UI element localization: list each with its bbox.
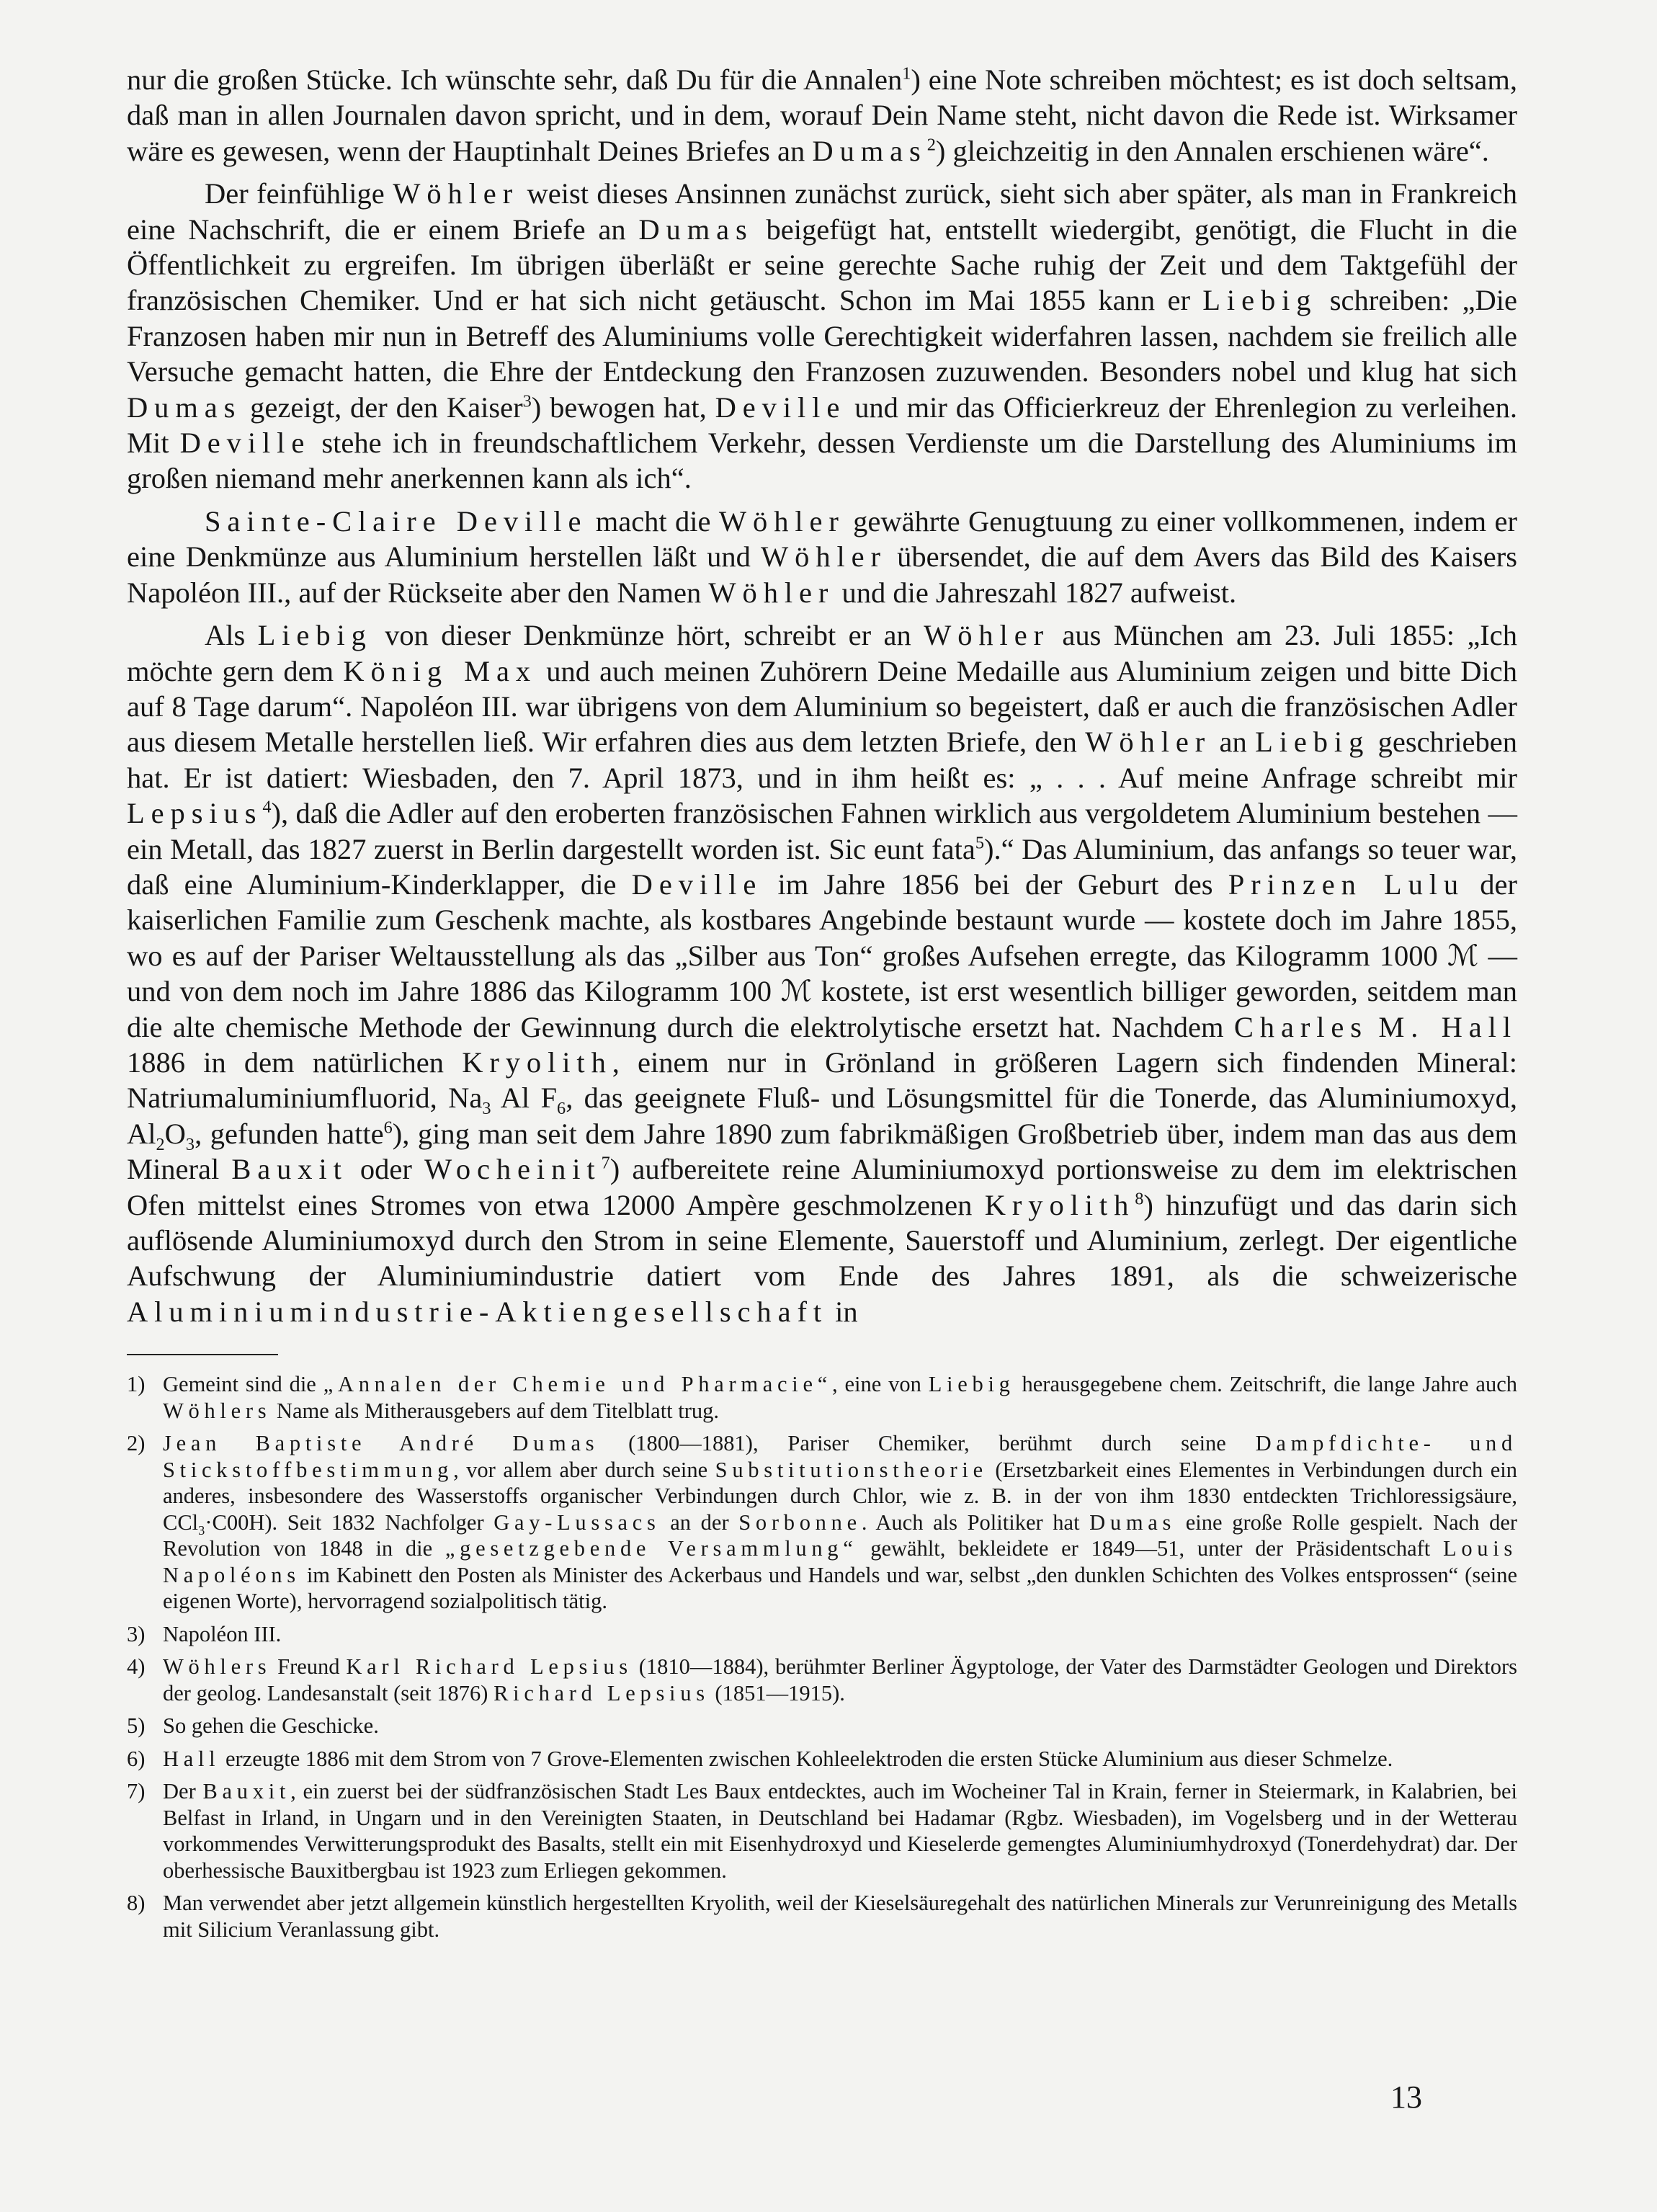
mark-currency-symbol: ℳ <box>1447 939 1479 972</box>
text-run: ) gleichzeitig in den Annalen erschienen wäre“. <box>935 134 1489 167</box>
footnote-ref-3: 3 <box>522 391 532 411</box>
text-run: , eine von <box>831 1372 929 1397</box>
subscript: 3 <box>185 1134 195 1154</box>
text-run: , ein zuerst bei der südfranzösischen Stadt Les Baux entdecktes, auch im Wocheiner Tal in Krain, ferner in Steiermark, in Kalabrien, bei Belfast in Irland, in Ungarn und in den Vereinigten Staaten, in Deutschland bei Hadamar (Rgbz. Wiesbaden), im Vogelsberg und in der Wetterau vorkommendes Verwitterungsprodukt des Basalts, stellt ein mit Eisenhydroxyd und Kieselerde gemengtes Aluminiumhydroxyd (Tonerdehydrat) dar. Der oberhessische Bauxitbergbau ist 1923 zum Erliegen gekommen. <box>163 1779 1517 1883</box>
footnote-3 <box>127 1621 1517 1648</box>
name-dumas: Dumas <box>638 213 754 246</box>
text-run: erzeugte 1886 mit dem Strom von 7 Grove-Elementen zwischen Kohleelektroden die ersten Stücke Aluminium aus dieser Schmelze. <box>220 1746 1393 1771</box>
footnote-6 <box>127 1746 1517 1772</box>
name-hall: M. Hall <box>1378 1010 1518 1043</box>
name-woehler: Wöhler <box>1085 726 1212 759</box>
term-bauxit: Bauxit <box>202 1779 291 1804</box>
footnote-marker: 4) <box>127 1654 146 1680</box>
footnote-1 <box>127 1371 1517 1424</box>
text-run: und mir das Officierkreuz der Ehrenlegion zu verleihen. Mit <box>127 391 1518 460</box>
footnote-ref-4: 4 <box>262 797 272 817</box>
text-run: , einem nur in Grönland in größeren Lagern sich findenden Mineral: Natriumaluminiumfluorid, Na <box>127 1045 1517 1115</box>
name-koenig-max: König Max <box>343 654 537 687</box>
text-run: und die Jahreszahl 1827 aufweist. <box>834 576 1237 609</box>
footnote-ref-6: 6 <box>383 1118 393 1138</box>
text-run: gewählt, bekleidete er 1849—51, unter der Präsidentschaft <box>857 1536 1443 1561</box>
text-run: ), ging man seit dem Jahre 1890 zum fabrikmäßigen Großbetrieb über, indem man das aus dem Mineral <box>127 1117 1517 1186</box>
text-run: (1851—1915). <box>709 1680 845 1705</box>
text-run: an <box>1211 726 1256 759</box>
paragraph-1 <box>127 62 1517 169</box>
text-run: im Jahre 1856 bei der Geburt des <box>762 868 1228 901</box>
text-run: kostete, ist erst wesentlich billiger geworden, seitdem man die alte chemische Methode der Gewinnung durch die elektrolytische ersetzt hat. Nachdem <box>127 975 1517 1043</box>
footnote-marker: 6) <box>127 1746 146 1771</box>
text-run: der kaiserlichen Familie zum Geschenk machte, als kostbares Angebinde bestaunt wurde — kostete doch im Jahre 1855, wo es auf der Pariser Weltausstellung als das „Silber aus Ton“ großes Aufsehen erregte, das Kilogramm 1000 <box>127 868 1517 972</box>
footnote-5 <box>127 1713 1517 1739</box>
name-louis-napoleon: Louis Napoléons <box>163 1536 1518 1587</box>
text-run: Der <box>163 1779 203 1804</box>
text-run: (Ersetzbarkeit eines Elementes in Verbindungen durch ein anderes, insbesondere des Wasserstoffs organischer Verbindungen durch Chlor, wie z. B. in der von ihm 1830 entdeckten Trichloressigsäure, CCl <box>163 1457 1517 1535</box>
text-run: Napoléon III. <box>163 1621 282 1646</box>
name-woehler: Wöhler <box>924 619 1050 652</box>
name-jean-baptiste-dumas: Jean Baptiste André Dumas <box>163 1431 599 1456</box>
name-deville: Deville <box>179 427 311 460</box>
text-run: ) bewogen hat, <box>531 391 715 424</box>
footnote-marker: 2) <box>127 1431 146 1456</box>
name-liebig: Liebig <box>1202 284 1318 317</box>
term-dampfdichte: Dampfdichte- und Stickstoffbestimmung <box>163 1431 1517 1482</box>
footnote-marker: 1) <box>127 1372 146 1397</box>
text-run: weist dieses Ansinnen zunächst zurück, sieht sich aber später, als man in Frankreich eine Nachschrift, die er einem Briefe an <box>127 177 1517 246</box>
subscript: 3 <box>198 1522 205 1538</box>
text-run: — und von dem noch im Jahre 1886 das Kilogramm 100 <box>127 939 1517 1008</box>
footnote-marker: 5) <box>127 1713 146 1739</box>
text-run: ·C00H). Seit 1832 Nachfolger <box>205 1509 494 1535</box>
text-run: stehe ich in freundschaftlichem Verkehr, dessen Verdienste um die Darstellung des Aluminiums im großen niemand mehr anerkennen kann als ich“. <box>127 427 1517 495</box>
name-woehler: Wöhler <box>718 504 845 538</box>
name-dumas: Dumas <box>812 134 927 167</box>
book-page <box>127 62 1517 1949</box>
text-run: macht die <box>587 504 719 538</box>
text-run: aus München am 23. Juli 1855: „Ich möchte gern dem <box>127 619 1518 687</box>
name-sainte-claire-deville: Sainte-Claire Deville <box>205 504 588 538</box>
text-run: Al F <box>491 1082 558 1115</box>
footnote-divider <box>127 1354 278 1355</box>
paragraph-3 <box>127 504 1517 610</box>
term-bauxit: Bauxit <box>231 1153 348 1186</box>
text-run: Als <box>205 619 258 652</box>
subscript: 2 <box>156 1134 165 1154</box>
text-run: an der <box>660 1509 739 1535</box>
text-run: ), daß die Adler auf den eroberten französischen Fahnen wirklich aus vergoldetem Aluminium bestehen — ein Metall, das 1827 zuerst in Berlin dargestellt worden ist. Sic eunt fata <box>127 797 1517 865</box>
text-run: von dieser Denkmünze hört, schreibt er an <box>372 619 924 652</box>
page-number: 13 <box>1390 2079 1422 2115</box>
name-charles: Charles <box>1233 1010 1368 1043</box>
term-wocheinit: Wocheinit <box>424 1153 602 1186</box>
name-woehler: Wöhler <box>393 177 519 210</box>
text-run: Name als Mitherausgebers auf dem Titelblatt trug. <box>271 1398 720 1423</box>
footnote-ref-7: 7 <box>601 1153 610 1173</box>
name-woehlers: Wöhlers <box>163 1398 272 1423</box>
text-run: ) eine Note schreiben möchtest; es ist doch seltsam, daß man in allen Journalen davon spricht, und in dem, worauf Dein Name steht, nicht davon die Rede ist. Wirksamer wäre es gewesen, wenn der Hauptinhalt Deines Briefes an <box>127 63 1518 167</box>
title-annalen: „Annalen der Chemie und Pharmacie“ <box>323 1372 832 1397</box>
text-run: übersendet, die auf dem Avers das Bild des Kaisers Napoléon III., auf der Rückseite aber den Namen <box>127 540 1517 609</box>
name-dumas: Dumas <box>127 391 242 424</box>
paragraph-4 <box>127 617 1517 1329</box>
text-run: 1886 in dem natürlichen <box>127 1045 463 1079</box>
text-run: gezeigt, der den Kaiser <box>241 391 523 424</box>
term-versammlung: „gesetzgebende Versammlung“ <box>445 1536 858 1561</box>
text-run: (1810—1884), berühmter Berliner Ägyptologe, der Vater des Darmstädter Geologen und Direktors der geolog. Landesanstalt (seit 1876) <box>163 1654 1517 1705</box>
text-run: , vor allem aber durch seine <box>453 1457 715 1482</box>
name-woehler: Wöhler <box>761 540 887 574</box>
text-run: Der feinfühlige <box>205 177 393 210</box>
footnote-ref-1: 1 <box>902 63 911 84</box>
footnote-marker: 3) <box>127 1621 146 1646</box>
text-run: geschrieben hat. Er ist datiert: Wiesbaden, den 7. April 1873, und in ihm heißt es: „ . . . Auf meine Anfrage schreibt mir <box>127 726 1517 794</box>
text-run: So gehen die Geschicke. <box>163 1713 379 1739</box>
text-run: gewährte Genugtuung zu einer vollkommenen, indem er eine Denkmünze aus Aluminium herstellen läßt und <box>127 504 1517 574</box>
footnote-ref-8: 8 <box>1135 1189 1144 1209</box>
footnote-ref-5: 5 <box>975 833 984 853</box>
text-run: ) hinzufügt und das darin sich auflösende Aluminiumoxyd durch den Strom in seine Elemente, Sauerstoff und Aluminium, zerlegt. Der eigentliche Aufschwung der Aluminiumindustrie datiert vom Ende des Jahres 1891, als die schweizerische <box>127 1188 1517 1293</box>
footnote-4 <box>127 1654 1517 1706</box>
text-run: Man verwendet aber jetzt allgemein künstlich hergestellten Kryolith, weil der Kieselsäuregehalt des natürlichen Minerals zur Verunreinigung des Metalls mit Silicium Veranlassung gibt. <box>163 1891 1517 1942</box>
name-dumas: Dumas <box>1089 1509 1176 1535</box>
text-run: im Kabinett den Posten als Minister des Ackerbaus und Handels und war, selbst „den dunklen Schichten des Volkes entsprossen“ (seine eigenen Worte), hervorragend sozialpolitisch tätig. <box>163 1562 1517 1614</box>
name-liebig: Liebig <box>257 619 372 652</box>
name-deville: Deville <box>715 391 847 424</box>
text-run: ) aufbereitete reine Aluminiumoxyd portionsweise zu dem im elektrischen Ofen mittelst eines Stromes von etwa 12000 Ampère geschmolzenen <box>127 1153 1517 1221</box>
name-prinzen-lulu: Prinzen Lulu <box>1228 868 1465 901</box>
name-sorbonne: Sorbonne <box>738 1509 862 1535</box>
text-run: Gemeint sind die <box>163 1372 323 1397</box>
footnote-2 <box>127 1430 1517 1615</box>
text-run: in <box>828 1295 858 1328</box>
name-hall: Hall <box>163 1746 220 1771</box>
text-run: oder <box>347 1153 424 1186</box>
name-richard-lepsius: Richard Lepsius <box>493 1680 710 1705</box>
term-substitutionstheorie: Substitutionstheorie <box>715 1457 988 1482</box>
text-run: O <box>164 1117 186 1150</box>
text-run: herausgegebene chem. Zeitschrift, die lange Jahre auch <box>1014 1372 1517 1397</box>
main-text <box>127 62 1517 1329</box>
footnote-ref-2: 2 <box>926 135 936 155</box>
subscript: 3 <box>482 1099 491 1119</box>
text-run: und auch meinen Zuhörern Deine Medaille aus Aluminium zeigen und bitte Dich auf 8 Tage darum“. Napoléon III. war übrigens von dem Aluminium so begeistert, daß er auch die französischen Adler aus diesem Metalle herstellen ließ. Wir erfahren dies aus dem letzten Briefe, den <box>127 654 1517 759</box>
name-karl-richard-lepsius: Karl Richard Lepsius <box>346 1654 633 1680</box>
text-run: , gefunden hatte <box>195 1117 384 1150</box>
paragraph-2 <box>127 176 1517 496</box>
name-aluminiumindustrie-ag: Aluminiumindustrie-Aktiengesellschaft <box>127 1295 828 1328</box>
name-deville: Deville <box>631 868 763 901</box>
name-woehler: Wöhler <box>708 576 835 609</box>
term-kryolith: Kryolith <box>462 1045 612 1079</box>
text-run: . Auch als Politiker hat <box>861 1509 1090 1535</box>
name-liebig: Liebig <box>1255 726 1370 759</box>
name-gay-lussac: Gay-Lussacs <box>493 1509 661 1535</box>
text-run: Freund <box>271 1654 347 1680</box>
name-woehlers: Wöhlers <box>163 1654 272 1680</box>
text-run: beigefügt hat, entstellt wiedergibt, genötigt, die Flucht in die Öffentlichkeit zu ergreifen. Im übrigen überläßt er seine gerechte Sache ruhig der Zeit und dem Taktgefühl der französischen Chemiker. Und er hat sich nicht getäuscht. Schon im Mai 1855 kann er <box>127 213 1517 317</box>
subscript: 6 <box>557 1099 566 1119</box>
text-run: eine große Rolle gespielt. Nach der Revolution von 1848 in die <box>163 1509 1518 1561</box>
text-run: (1800—1881), Pariser Chemiker, berühmt durch seine <box>599 1431 1256 1456</box>
term-kryolith: Kryolith <box>984 1188 1135 1221</box>
name-liebig: Liebig <box>928 1372 1015 1397</box>
footnotes <box>127 1371 1517 1943</box>
footnote-7 <box>127 1778 1517 1883</box>
text-run: nur die großen Stücke. Ich wünschte sehr, daß Du für die Annalen <box>127 63 903 96</box>
text-run: schreiben: „Die Franzosen haben mir nun in Betreff des Aluminiums volle Gerechtigkeit widerfahren lassen, nachdem sie freilich alle Versuche gemacht hatten, die Ehre der Entdeckung den Franzosen zuzuwenden. Besonders nobel und klug hat sich <box>127 284 1517 388</box>
name-lepsius: Lepsius <box>127 797 263 830</box>
mark-currency-symbol: ℳ <box>780 975 813 1008</box>
footnote-marker: 8) <box>127 1891 146 1916</box>
text-run: , das geeignete Fluß- und Lösungsmittel für die Tonerde, das Aluminiumoxyd, Al <box>127 1082 1517 1150</box>
footnote-marker: 7) <box>127 1779 146 1804</box>
footnote-8 <box>127 1890 1517 1943</box>
text-run: ).“ Das Aluminium, das anfangs so teuer war, daß eine Aluminium-Kinderklapper, die <box>127 832 1518 901</box>
